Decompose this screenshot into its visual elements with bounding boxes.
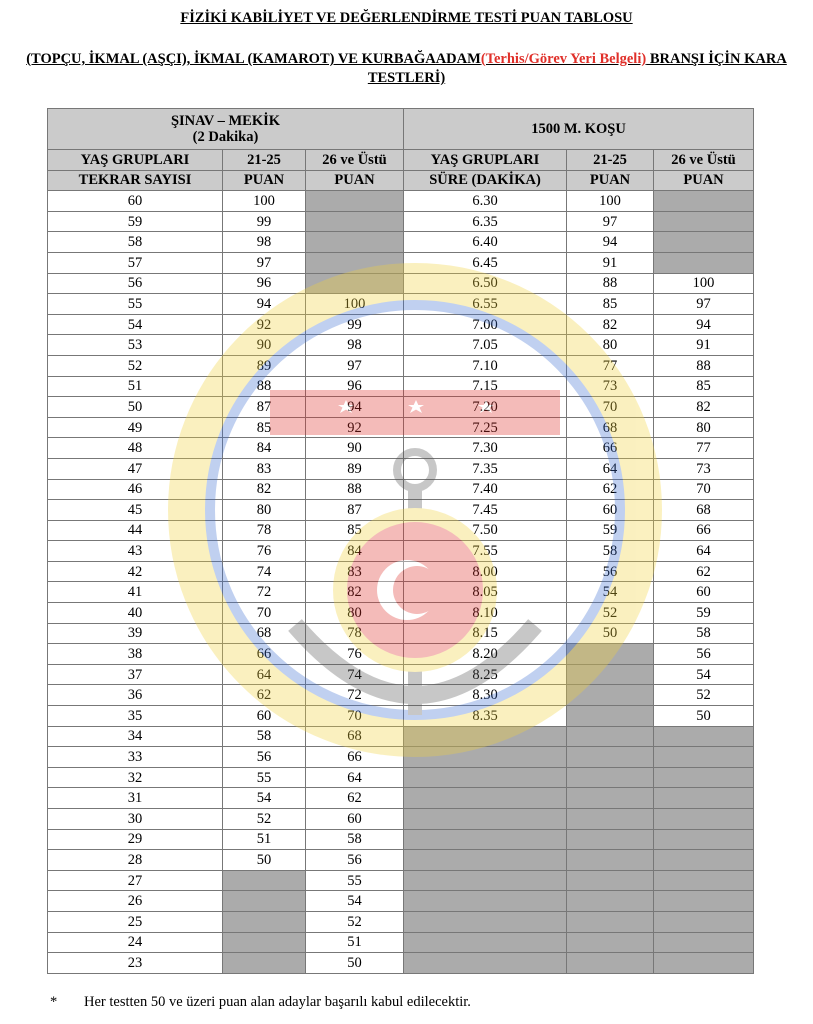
age-groups-label: YAŞ GRUPLARI bbox=[48, 150, 223, 171]
reps-value: 30 bbox=[48, 809, 223, 830]
reps-value: 56 bbox=[48, 273, 223, 294]
pushup-points-26-plus: 99 bbox=[306, 314, 404, 335]
pushup-points-26-plus bbox=[306, 252, 404, 273]
run-points-26-plus bbox=[654, 953, 754, 974]
pushup-points-21-25: 64 bbox=[223, 664, 306, 685]
pushup-points-21-25: 98 bbox=[223, 232, 306, 253]
run-points-26-plus: 68 bbox=[654, 500, 754, 521]
pushup-points-26-plus: 50 bbox=[306, 953, 404, 974]
run-time-value: 8.00 bbox=[404, 561, 567, 582]
run-points-26-plus bbox=[654, 911, 754, 932]
run-time-value bbox=[404, 870, 567, 891]
reps-value: 47 bbox=[48, 458, 223, 479]
table-row bbox=[48, 788, 754, 809]
run-points-26-plus: 52 bbox=[654, 685, 754, 706]
reps-value: 40 bbox=[48, 603, 223, 624]
pushup-points-21-25: 82 bbox=[223, 479, 306, 500]
run-points-21-25 bbox=[567, 850, 654, 871]
run-time-value bbox=[404, 829, 567, 850]
run-time-value: 8.15 bbox=[404, 623, 567, 644]
run-points-26-plus bbox=[654, 232, 754, 253]
age-26-plus-label: 26 ve Üstü bbox=[654, 150, 754, 171]
pushup-points-26-plus: 83 bbox=[306, 561, 404, 582]
pushup-points-26-plus: 54 bbox=[306, 891, 404, 912]
run-points-21-25: 85 bbox=[567, 294, 654, 315]
run-points-26-plus bbox=[654, 767, 754, 788]
run-time-value bbox=[404, 788, 567, 809]
table-row bbox=[48, 252, 754, 273]
pushup-points-26-plus: 98 bbox=[306, 335, 404, 356]
run-time-value: 7.00 bbox=[404, 314, 567, 335]
pushup-points-21-25: 88 bbox=[223, 376, 306, 397]
pushup-points-26-plus: 97 bbox=[306, 355, 404, 376]
pushup-points-26-plus: 55 bbox=[306, 870, 404, 891]
run-time-value bbox=[404, 911, 567, 932]
table-row bbox=[48, 932, 754, 953]
pushup-points-26-plus: 58 bbox=[306, 829, 404, 850]
run-time-value: 7.20 bbox=[404, 397, 567, 418]
reps-value: 55 bbox=[48, 294, 223, 315]
pushup-points-26-plus: 72 bbox=[306, 685, 404, 706]
table-row bbox=[48, 314, 754, 335]
pushup-points-26-plus: 56 bbox=[306, 850, 404, 871]
run-points-26-plus bbox=[654, 211, 754, 232]
reps-value: 43 bbox=[48, 541, 223, 562]
pushup-points-21-25: 50 bbox=[223, 850, 306, 871]
run-time-value: 6.45 bbox=[404, 252, 567, 273]
table-row bbox=[48, 479, 754, 500]
pushup-points-21-25: 85 bbox=[223, 417, 306, 438]
time-label: SÜRE (DAKİKA) bbox=[404, 170, 567, 191]
table-row bbox=[48, 211, 754, 232]
pushup-points-26-plus: 52 bbox=[306, 911, 404, 932]
run-points-26-plus: 91 bbox=[654, 335, 754, 356]
pushup-points-26-plus: 70 bbox=[306, 706, 404, 727]
run-points-21-25 bbox=[567, 809, 654, 830]
reps-value: 31 bbox=[48, 788, 223, 809]
run-points-21-25: 54 bbox=[567, 582, 654, 603]
reps-value: 45 bbox=[48, 500, 223, 521]
run-points-26-plus: 64 bbox=[654, 541, 754, 562]
run-points-21-25: 73 bbox=[567, 376, 654, 397]
run-time-value: 8.35 bbox=[404, 706, 567, 727]
subtitle-part1: (TOPÇU, İKMAL (AŞÇI), İKMAL (KAMAROT) VE KURBAĞAADAM bbox=[26, 51, 481, 67]
pushup-points-26-plus: 68 bbox=[306, 726, 404, 747]
pushup-situp-duration: (2 Dakika) bbox=[192, 129, 259, 145]
subtitle-highlight: (Terhis/Görev Yeri Belgeli) bbox=[480, 51, 647, 67]
pushup-points-26-plus: 78 bbox=[306, 623, 404, 644]
pushup-points-26-plus: 89 bbox=[306, 458, 404, 479]
page-title: FİZİKİ KABİLİYET VE DEĞERLENDİRME TESTİ PUAN TABLOSU bbox=[180, 10, 633, 26]
points-label: PUAN bbox=[223, 170, 306, 191]
run-time-value: 7.25 bbox=[404, 417, 567, 438]
pushup-points-21-25 bbox=[223, 911, 306, 932]
pushup-points-26-plus: 74 bbox=[306, 664, 404, 685]
table-row bbox=[48, 232, 754, 253]
pushup-points-26-plus: 92 bbox=[306, 417, 404, 438]
run-points-21-25: 50 bbox=[567, 623, 654, 644]
run-points-21-25: 59 bbox=[567, 520, 654, 541]
footnote bbox=[50, 994, 471, 1011]
pushup-points-26-plus bbox=[306, 273, 404, 294]
table-row bbox=[48, 355, 754, 376]
reps-value: 27 bbox=[48, 870, 223, 891]
pushup-points-26-plus: 85 bbox=[306, 520, 404, 541]
run-points-21-25: 94 bbox=[567, 232, 654, 253]
run-points-26-plus: 88 bbox=[654, 355, 754, 376]
table-row bbox=[48, 561, 754, 582]
run-points-21-25 bbox=[567, 870, 654, 891]
run-points-26-plus: 60 bbox=[654, 582, 754, 603]
table-row bbox=[48, 726, 754, 747]
run-points-21-25: 77 bbox=[567, 355, 654, 376]
run-points-26-plus bbox=[654, 191, 754, 212]
pushup-points-21-25: 99 bbox=[223, 211, 306, 232]
table-row bbox=[48, 191, 754, 212]
run-time-value bbox=[404, 850, 567, 871]
pushup-points-26-plus: 82 bbox=[306, 582, 404, 603]
pushup-points-21-25 bbox=[223, 932, 306, 953]
run-time-value bbox=[404, 747, 567, 768]
table-row bbox=[48, 438, 754, 459]
reps-value: 41 bbox=[48, 582, 223, 603]
run-points-26-plus bbox=[654, 891, 754, 912]
run-points-21-25: 60 bbox=[567, 500, 654, 521]
run-time-value: 7.15 bbox=[404, 376, 567, 397]
reps-value: 50 bbox=[48, 397, 223, 418]
run-points-26-plus: 73 bbox=[654, 458, 754, 479]
pushup-points-21-25: 92 bbox=[223, 314, 306, 335]
reps-value: 23 bbox=[48, 953, 223, 974]
age-21-25-label: 21-25 bbox=[567, 150, 654, 171]
run-time-value bbox=[404, 726, 567, 747]
pushup-points-21-25: 72 bbox=[223, 582, 306, 603]
pushup-points-26-plus: 88 bbox=[306, 479, 404, 500]
reps-value: 25 bbox=[48, 911, 223, 932]
pushup-points-21-25: 90 bbox=[223, 335, 306, 356]
pushup-points-26-plus: 64 bbox=[306, 767, 404, 788]
table-row bbox=[48, 911, 754, 932]
run-points-21-25: 80 bbox=[567, 335, 654, 356]
run-points-26-plus: 54 bbox=[654, 664, 754, 685]
table-row bbox=[48, 335, 754, 356]
run-points-26-plus: 82 bbox=[654, 397, 754, 418]
run-points-26-plus: 77 bbox=[654, 438, 754, 459]
run-points-26-plus: 94 bbox=[654, 314, 754, 335]
pushup-points-21-25: 70 bbox=[223, 603, 306, 624]
run-time-value: 6.30 bbox=[404, 191, 567, 212]
pushup-points-26-plus: 76 bbox=[306, 644, 404, 665]
pushup-points-26-plus: 51 bbox=[306, 932, 404, 953]
run-points-26-plus: 50 bbox=[654, 706, 754, 727]
run-time-value: 6.55 bbox=[404, 294, 567, 315]
reps-value: 42 bbox=[48, 561, 223, 582]
run-points-21-25 bbox=[567, 664, 654, 685]
run-time-value: 7.50 bbox=[404, 520, 567, 541]
run-points-21-25: 97 bbox=[567, 211, 654, 232]
run-points-26-plus bbox=[654, 747, 754, 768]
table-row bbox=[48, 541, 754, 562]
table-row bbox=[48, 417, 754, 438]
run-time-value bbox=[404, 932, 567, 953]
run-time-value: 8.05 bbox=[404, 582, 567, 603]
reps-value: 28 bbox=[48, 850, 223, 871]
pushup-points-26-plus: 62 bbox=[306, 788, 404, 809]
points-label: PUAN bbox=[306, 170, 404, 191]
reps-value: 26 bbox=[48, 891, 223, 912]
table-row bbox=[48, 294, 754, 315]
reps-value: 29 bbox=[48, 829, 223, 850]
run-time-value: 8.25 bbox=[404, 664, 567, 685]
run-points-26-plus bbox=[654, 850, 754, 871]
table-row bbox=[48, 603, 754, 624]
run-points-26-plus bbox=[654, 809, 754, 830]
run-time-value bbox=[404, 891, 567, 912]
run-points-21-25 bbox=[567, 644, 654, 665]
pushup-situp-header bbox=[48, 109, 404, 150]
pushup-points-26-plus: 90 bbox=[306, 438, 404, 459]
pushup-points-26-plus: 96 bbox=[306, 376, 404, 397]
run-time-value bbox=[404, 767, 567, 788]
pushup-points-26-plus: 66 bbox=[306, 747, 404, 768]
score-table bbox=[47, 108, 754, 974]
run-points-21-25: 82 bbox=[567, 314, 654, 335]
run-time-value: 8.10 bbox=[404, 603, 567, 624]
footnote-marker: * bbox=[50, 994, 58, 1010]
reps-value: 37 bbox=[48, 664, 223, 685]
pushup-points-26-plus: 60 bbox=[306, 809, 404, 830]
run-points-21-25: 91 bbox=[567, 252, 654, 273]
reps-value: 34 bbox=[48, 726, 223, 747]
run-points-26-plus: 59 bbox=[654, 603, 754, 624]
table-row bbox=[48, 623, 754, 644]
table-row bbox=[48, 809, 754, 830]
reps-value: 35 bbox=[48, 706, 223, 727]
run-points-26-plus: 66 bbox=[654, 520, 754, 541]
run-time-value bbox=[404, 809, 567, 830]
reps-value: 51 bbox=[48, 376, 223, 397]
run-points-21-25 bbox=[567, 953, 654, 974]
run-points-21-25 bbox=[567, 788, 654, 809]
run-points-26-plus bbox=[654, 252, 754, 273]
pushup-points-21-25: 51 bbox=[223, 829, 306, 850]
reps-value: 39 bbox=[48, 623, 223, 644]
run-time-value: 8.30 bbox=[404, 685, 567, 706]
run-points-21-25: 58 bbox=[567, 541, 654, 562]
pushup-points-21-25: 96 bbox=[223, 273, 306, 294]
run-points-21-25: 100 bbox=[567, 191, 654, 212]
points-label: PUAN bbox=[567, 170, 654, 191]
reps-value: 46 bbox=[48, 479, 223, 500]
footnote-text: Her testten 50 ve üzeri puan alan adaylar başarılı kabul edilecektir. bbox=[84, 994, 471, 1010]
table-row bbox=[48, 850, 754, 871]
pushup-points-26-plus bbox=[306, 191, 404, 212]
run-points-21-25: 56 bbox=[567, 561, 654, 582]
run-points-21-25: 64 bbox=[567, 458, 654, 479]
pushup-points-26-plus: 84 bbox=[306, 541, 404, 562]
pushup-points-21-25: 80 bbox=[223, 500, 306, 521]
age-21-25-label: 21-25 bbox=[223, 150, 306, 171]
pushup-points-21-25: 83 bbox=[223, 458, 306, 479]
age-26-plus-label: 26 ve Üstü bbox=[306, 150, 404, 171]
reps-value: 44 bbox=[48, 520, 223, 541]
run-points-26-plus bbox=[654, 870, 754, 891]
run-points-26-plus: 62 bbox=[654, 561, 754, 582]
pushup-points-21-25: 62 bbox=[223, 685, 306, 706]
table-row bbox=[48, 706, 754, 727]
run-points-26-plus: 56 bbox=[654, 644, 754, 665]
pushup-points-21-25: 68 bbox=[223, 623, 306, 644]
reps-value: 52 bbox=[48, 355, 223, 376]
reps-value: 57 bbox=[48, 252, 223, 273]
subtitle-part2: BRANŞI İÇİN KARA TESTLERİ) bbox=[367, 51, 787, 86]
table-row bbox=[48, 500, 754, 521]
pushup-points-21-25: 87 bbox=[223, 397, 306, 418]
pushup-points-21-25: 78 bbox=[223, 520, 306, 541]
run-points-21-25 bbox=[567, 911, 654, 932]
pushup-points-26-plus: 87 bbox=[306, 500, 404, 521]
run-1500m-header: 1500 M. KOŞU bbox=[404, 109, 754, 150]
reps-value: 59 bbox=[48, 211, 223, 232]
table-row bbox=[48, 747, 754, 768]
run-points-26-plus: 100 bbox=[654, 273, 754, 294]
run-time-value: 7.10 bbox=[404, 355, 567, 376]
run-points-21-25: 62 bbox=[567, 479, 654, 500]
pushup-points-21-25: 100 bbox=[223, 191, 306, 212]
run-points-21-25: 70 bbox=[567, 397, 654, 418]
pushup-points-26-plus bbox=[306, 232, 404, 253]
run-time-value bbox=[404, 953, 567, 974]
run-time-value: 7.05 bbox=[404, 335, 567, 356]
pushup-situp-title: ŞINAV – MEKİK bbox=[170, 113, 281, 129]
run-points-21-25: 66 bbox=[567, 438, 654, 459]
pushup-points-21-25: 56 bbox=[223, 747, 306, 768]
table-row bbox=[48, 397, 754, 418]
reps-value: 33 bbox=[48, 747, 223, 768]
reps-value: 32 bbox=[48, 767, 223, 788]
age-groups-label: YAŞ GRUPLARI bbox=[404, 150, 567, 171]
run-points-21-25: 52 bbox=[567, 603, 654, 624]
reps-value: 58 bbox=[48, 232, 223, 253]
run-points-21-25 bbox=[567, 891, 654, 912]
reps-value: 49 bbox=[48, 417, 223, 438]
table-row bbox=[48, 273, 754, 294]
pushup-points-21-25: 55 bbox=[223, 767, 306, 788]
table-row bbox=[48, 582, 754, 603]
run-points-21-25 bbox=[567, 767, 654, 788]
run-time-value: 8.20 bbox=[404, 644, 567, 665]
run-time-value: 6.35 bbox=[404, 211, 567, 232]
pushup-points-21-25 bbox=[223, 870, 306, 891]
table-row bbox=[48, 891, 754, 912]
pushup-points-21-25: 97 bbox=[223, 252, 306, 273]
table-row bbox=[48, 953, 754, 974]
run-time-value: 7.55 bbox=[404, 541, 567, 562]
run-time-value: 7.45 bbox=[404, 500, 567, 521]
reps-value: 48 bbox=[48, 438, 223, 459]
reps-value: 38 bbox=[48, 644, 223, 665]
table-row bbox=[48, 767, 754, 788]
pushup-points-21-25: 89 bbox=[223, 355, 306, 376]
run-points-21-25 bbox=[567, 829, 654, 850]
run-points-26-plus: 80 bbox=[654, 417, 754, 438]
pushup-points-21-25 bbox=[223, 891, 306, 912]
run-points-21-25: 88 bbox=[567, 273, 654, 294]
run-points-21-25 bbox=[567, 747, 654, 768]
run-time-value: 7.35 bbox=[404, 458, 567, 479]
page-subtitle bbox=[0, 50, 813, 88]
table-row bbox=[48, 870, 754, 891]
run-points-26-plus bbox=[654, 829, 754, 850]
reps-value: 53 bbox=[48, 335, 223, 356]
reps-value: 36 bbox=[48, 685, 223, 706]
run-points-21-25 bbox=[567, 932, 654, 953]
pushup-points-21-25: 94 bbox=[223, 294, 306, 315]
table-row bbox=[48, 520, 754, 541]
pushup-points-21-25 bbox=[223, 953, 306, 974]
reps-value: 24 bbox=[48, 932, 223, 953]
pushup-points-21-25: 58 bbox=[223, 726, 306, 747]
table-row bbox=[48, 685, 754, 706]
reps-value: 54 bbox=[48, 314, 223, 335]
pushup-points-21-25: 76 bbox=[223, 541, 306, 562]
run-points-21-25: 68 bbox=[567, 417, 654, 438]
table-row bbox=[48, 458, 754, 479]
table-row bbox=[48, 829, 754, 850]
table-row bbox=[48, 664, 754, 685]
run-points-21-25 bbox=[567, 726, 654, 747]
points-label: PUAN bbox=[654, 170, 754, 191]
pushup-points-21-25: 66 bbox=[223, 644, 306, 665]
table-row bbox=[48, 644, 754, 665]
pushup-points-21-25: 74 bbox=[223, 561, 306, 582]
run-points-21-25 bbox=[567, 706, 654, 727]
pushup-points-21-25: 54 bbox=[223, 788, 306, 809]
run-points-26-plus: 85 bbox=[654, 376, 754, 397]
pushup-points-26-plus: 94 bbox=[306, 397, 404, 418]
pushup-points-21-25: 60 bbox=[223, 706, 306, 727]
table-row bbox=[48, 376, 754, 397]
run-points-26-plus bbox=[654, 726, 754, 747]
run-points-26-plus bbox=[654, 932, 754, 953]
pushup-points-26-plus: 80 bbox=[306, 603, 404, 624]
reps-label: TEKRAR SAYISI bbox=[48, 170, 223, 191]
pushup-points-26-plus bbox=[306, 211, 404, 232]
run-points-26-plus: 70 bbox=[654, 479, 754, 500]
reps-value: 60 bbox=[48, 191, 223, 212]
run-time-value: 7.40 bbox=[404, 479, 567, 500]
run-time-value: 6.50 bbox=[404, 273, 567, 294]
run-time-value: 7.30 bbox=[404, 438, 567, 459]
run-points-26-plus: 58 bbox=[654, 623, 754, 644]
pushup-points-21-25: 52 bbox=[223, 809, 306, 830]
pushup-points-21-25: 84 bbox=[223, 438, 306, 459]
run-points-21-25 bbox=[567, 685, 654, 706]
run-time-value: 6.40 bbox=[404, 232, 567, 253]
pushup-points-26-plus: 100 bbox=[306, 294, 404, 315]
run-points-26-plus bbox=[654, 788, 754, 809]
run-points-26-plus: 97 bbox=[654, 294, 754, 315]
